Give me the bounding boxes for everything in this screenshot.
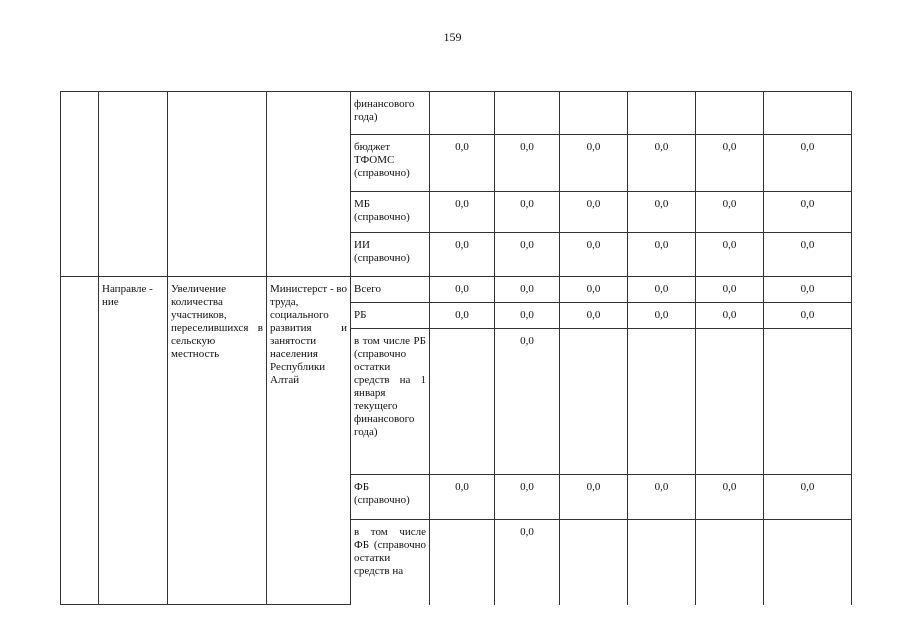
empty-cell xyxy=(99,92,168,277)
value-cell xyxy=(430,329,495,475)
value-cell: 0,0 xyxy=(430,233,495,277)
value-cell xyxy=(560,520,628,605)
item-type-cell: Направле - ние xyxy=(99,277,168,605)
value-cell xyxy=(628,92,696,135)
value-cell xyxy=(560,92,628,135)
value-cell: 0,0 xyxy=(430,475,495,520)
value-cell: 0,0 xyxy=(495,192,560,233)
value-cell: 0,0 xyxy=(696,233,764,277)
value-cell xyxy=(696,329,764,475)
value-cell: 0,0 xyxy=(628,475,696,520)
value-cell: 0,0 xyxy=(495,233,560,277)
value-cell: 0,0 xyxy=(764,277,852,303)
page-number: 159 xyxy=(443,30,462,44)
value-cell: 0,0 xyxy=(430,277,495,303)
value-cell xyxy=(628,520,696,605)
value-cell: 0,0 xyxy=(764,233,852,277)
value-cell: 0,0 xyxy=(764,192,852,233)
value-cell: 0,0 xyxy=(696,303,764,329)
value-cell: 0,0 xyxy=(560,277,628,303)
value-cell: 0,0 xyxy=(628,277,696,303)
funding-source-cell: в том числе РБ (справочно остатки средств на 1 января текущего финансового года) xyxy=(351,329,430,475)
empty-cell xyxy=(61,277,99,605)
value-cell: 0,0 xyxy=(696,277,764,303)
funding-source-cell: РБ xyxy=(351,303,430,329)
value-cell: 0,0 xyxy=(628,135,696,192)
value-cell xyxy=(764,520,852,605)
value-cell: 0,0 xyxy=(764,475,852,520)
value-cell xyxy=(430,92,495,135)
value-cell: 0,0 xyxy=(430,303,495,329)
funding-source-cell: МБ (справочно) xyxy=(351,192,430,233)
empty-cell xyxy=(267,92,351,277)
funding-source-cell: в том числе ФБ (справочно остатки средств на xyxy=(351,520,430,605)
funding-source-cell: Всего xyxy=(351,277,430,303)
value-cell xyxy=(764,329,852,475)
value-cell: 0,0 xyxy=(560,303,628,329)
table-row xyxy=(61,277,852,303)
value-cell xyxy=(696,520,764,605)
value-cell: 0,0 xyxy=(560,135,628,192)
value-cell: 0,0 xyxy=(430,135,495,192)
value-cell: 0,0 xyxy=(495,329,560,475)
funding-source-cell: ИИ (справочно) xyxy=(351,233,430,277)
value-cell: 0,0 xyxy=(495,520,560,605)
executor-cell: Министерст - во труда, социального развития и занятости населения Республики Алтай xyxy=(267,277,351,605)
value-cell: 0,0 xyxy=(560,192,628,233)
value-cell: 0,0 xyxy=(560,233,628,277)
value-cell: 0,0 xyxy=(696,135,764,192)
value-cell: 0,0 xyxy=(560,475,628,520)
funding-source-cell: ФБ (справочно) xyxy=(351,475,430,520)
value-cell: 0,0 xyxy=(696,475,764,520)
value-cell: 0,0 xyxy=(495,475,560,520)
value-cell: 0,0 xyxy=(495,135,560,192)
value-cell xyxy=(495,92,560,135)
measure-name-cell: Увеличение количества участников, переселившихся в сельскую местность xyxy=(168,277,267,605)
empty-cell xyxy=(61,92,99,277)
value-cell: 0,0 xyxy=(628,303,696,329)
table-row xyxy=(61,92,852,135)
value-cell: 0,0 xyxy=(430,192,495,233)
value-cell: 0,0 xyxy=(495,303,560,329)
value-cell: 0,0 xyxy=(495,277,560,303)
value-cell: 0,0 xyxy=(764,135,852,192)
value-cell: 0,0 xyxy=(628,233,696,277)
empty-cell xyxy=(168,92,267,277)
value-cell: 0,0 xyxy=(628,192,696,233)
funding-source-cell: финансового года) xyxy=(351,92,430,135)
value-cell xyxy=(696,92,764,135)
value-cell: 0,0 xyxy=(696,192,764,233)
value-cell xyxy=(628,329,696,475)
value-cell xyxy=(560,329,628,475)
value-cell xyxy=(430,520,495,605)
value-cell: 0,0 xyxy=(764,303,852,329)
funding-source-cell: бюджет ТФОМС (справочно) xyxy=(351,135,430,192)
value-cell xyxy=(764,92,852,135)
budget-table xyxy=(60,91,852,605)
